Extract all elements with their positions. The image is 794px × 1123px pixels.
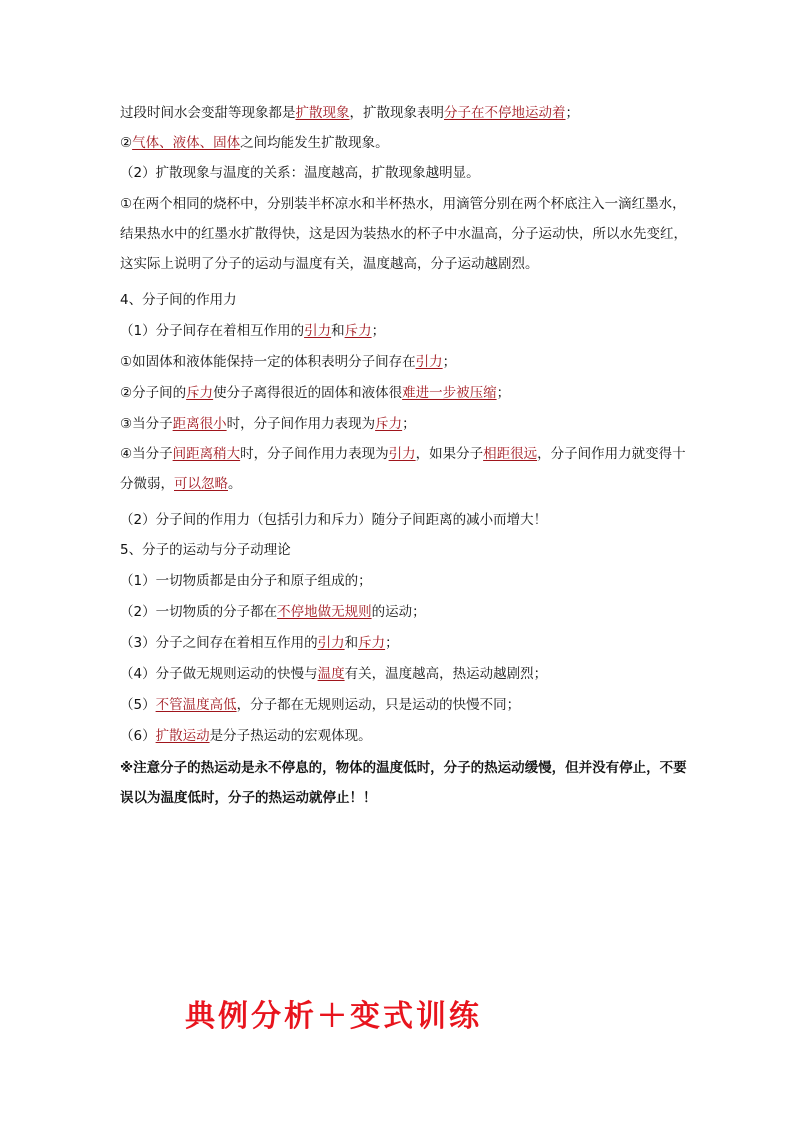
text: ； — [402, 416, 416, 432]
paragraph-line — [120, 353, 690, 371]
text: ，如果分子 — [415, 446, 484, 462]
text: 和 — [331, 323, 345, 339]
text: ； — [371, 323, 386, 339]
text: 和 — [344, 635, 359, 651]
text: 。 — [228, 476, 242, 492]
fill-blank-answer: 斥力 — [358, 635, 386, 651]
paragraph-line — [120, 727, 690, 745]
paragraph-line — [120, 511, 690, 529]
fill-blank-answer: 斥力 — [375, 416, 403, 432]
paragraph-line — [120, 384, 690, 402]
text: 时，分子间作用力表现为 — [240, 446, 389, 462]
paragraph-block — [120, 439, 690, 499]
text: （3）分子之间存在着相互作用的 — [120, 635, 318, 651]
section-banner: 典例分析＋变式训练 — [185, 999, 482, 1034]
paragraph-line — [120, 603, 690, 621]
text: （5） — [120, 697, 156, 713]
paragraph-line — [120, 164, 690, 182]
fill-blank-answer: 距离很小 — [172, 416, 227, 432]
text: ； — [385, 635, 399, 651]
text: 是分子热运动的宏观体现。 — [209, 728, 372, 744]
text: ④当分子 — [120, 446, 173, 462]
heading-text: 4、分子间的作用力 — [120, 292, 237, 308]
text: ①在两个相同的烧杯中，分别装半杯凉水和半杯热水，用滴管分别在两个杯底注入一滴红墨水，结果热水中的红墨水扩散得快，这是因为装热水的杯子中水温高，分子运动快，所以水先变红，这实际上说明了分子的运动与温度有关，温度越高，分子运动越剧烈。 — [120, 196, 687, 272]
text: ②分子间的 — [120, 385, 187, 401]
paragraph-line — [120, 665, 690, 683]
text: （4）分子做无规则运动的快慢与 — [120, 666, 318, 682]
text: （2）扩散现象与温度的关系：温度越高，扩散现象越明显。 — [120, 165, 480, 181]
text: （2）一切物质的分子都在 — [120, 604, 278, 620]
fill-blank-answer: 分子在不停地运动着 — [444, 105, 566, 121]
fill-blank-answer: 气体、液体、固体 — [132, 135, 241, 151]
paragraph-line — [120, 322, 690, 340]
text: ，扩散现象表明 — [349, 105, 444, 121]
fill-blank-answer: 引力 — [388, 446, 416, 462]
fill-blank-answer: 难进一步被压缩 — [402, 385, 497, 401]
heading-text: 5、分子的运动与分子动理论 — [120, 542, 291, 558]
text: ，分子间作用力就变得十分微弱， — [120, 446, 686, 492]
section-heading — [120, 291, 690, 309]
fill-blank-answer: 不管温度高低 — [155, 697, 237, 713]
text: ，分子都在无规则运动，只是运动的快慢不同； — [236, 697, 521, 713]
text: （1）一切物质都是由分子和原子组成的； — [120, 573, 372, 589]
text: 使分子离得很近的固体和液体很 — [213, 385, 403, 401]
note-paragraph — [120, 753, 690, 813]
text: 过段时间水会变甜等现象都是 — [120, 105, 296, 121]
text: ③当分子 — [120, 416, 173, 432]
paragraph-block — [120, 189, 690, 279]
text: ； — [496, 385, 511, 401]
text: 时，分子间作用力表现为 — [226, 416, 376, 432]
fill-blank-answer: 扩散现象 — [295, 105, 350, 121]
paragraph-line — [120, 634, 690, 652]
text: 之间均能发生扩散现象。 — [240, 135, 389, 151]
paragraph-line — [120, 696, 690, 714]
fill-blank-answer: 引力 — [415, 354, 443, 370]
fill-blank-answer: 斥力 — [186, 385, 214, 401]
text: 的运动； — [371, 604, 426, 620]
fill-blank-answer: 扩散运动 — [155, 728, 210, 744]
fill-blank-answer: 相距很远 — [483, 446, 538, 462]
fill-blank-answer: 引力 — [317, 635, 345, 651]
text: ； — [442, 354, 457, 370]
fill-blank-answer: 可以忽略 — [174, 476, 228, 492]
paragraph-line — [120, 572, 690, 590]
fill-blank-answer: 引力 — [304, 323, 332, 339]
fill-blank-answer: 不停地做无规则 — [277, 604, 372, 620]
paragraph-line — [120, 104, 690, 122]
text: 有关，温度越高，热运动越剧烈； — [344, 666, 548, 682]
note-text: ※注意分子的热运动是永不停息的，物体的温度低时，分子的热运动缓慢，但并没有停止，不要误以为温度低时，分子的热运动就停止！！ — [120, 760, 687, 806]
paragraph-line — [120, 415, 690, 433]
text: ； — [565, 105, 579, 121]
text: ①如固体和液体能保持一定的体积表明分子间存在 — [120, 354, 416, 370]
text: （6） — [120, 728, 156, 744]
paragraph-line — [120, 134, 690, 152]
fill-blank-answer: 间距离稍大 — [172, 446, 241, 462]
section-heading — [120, 541, 690, 559]
text: ② — [120, 135, 133, 151]
fill-blank-answer: 斥力 — [344, 323, 372, 339]
text: （1）分子间存在着相互作用的 — [120, 323, 305, 339]
text: （2）分子间的作用力（包括引力和斥力）随分子间距离的减小而增大！ — [120, 512, 548, 528]
fill-blank-answer: 温度 — [317, 666, 345, 682]
